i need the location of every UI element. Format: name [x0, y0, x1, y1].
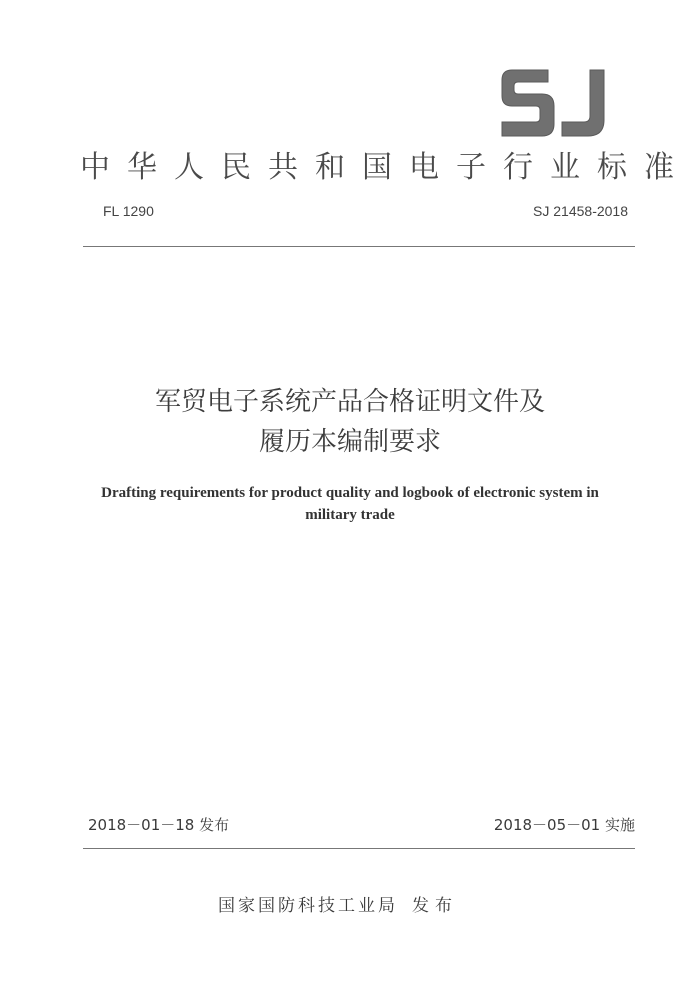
- english-title: [40, 482, 660, 526]
- publisher-name: 国家国防科技工业局: [218, 896, 398, 916]
- publisher-action: 发布: [412, 896, 458, 916]
- org-title: 中华人民共和国电子行业标准: [80, 150, 691, 185]
- bottom-divider: [83, 848, 635, 849]
- chinese-title-line2: 履历本编制要求: [258, 427, 441, 457]
- english-title-line1: Drafting requirements for product quality and logbook of electronic system in: [101, 485, 599, 501]
- sj-logo: [498, 66, 608, 140]
- chinese-title-line1: 军贸电子系统产品合格证明文件及: [154, 387, 545, 417]
- sj-logo-icon: [498, 66, 608, 140]
- publisher: [218, 891, 458, 916]
- publish-date: 2018－01－18 发布: [88, 816, 230, 834]
- classification-code: FL 1290: [103, 203, 154, 219]
- chinese-title: [0, 382, 700, 462]
- implement-date: 2018－05－01 实施: [493, 816, 635, 834]
- top-divider: [83, 246, 635, 247]
- standard-number: SJ 21458-2018: [533, 203, 628, 219]
- english-title-line2: military trade: [305, 507, 395, 523]
